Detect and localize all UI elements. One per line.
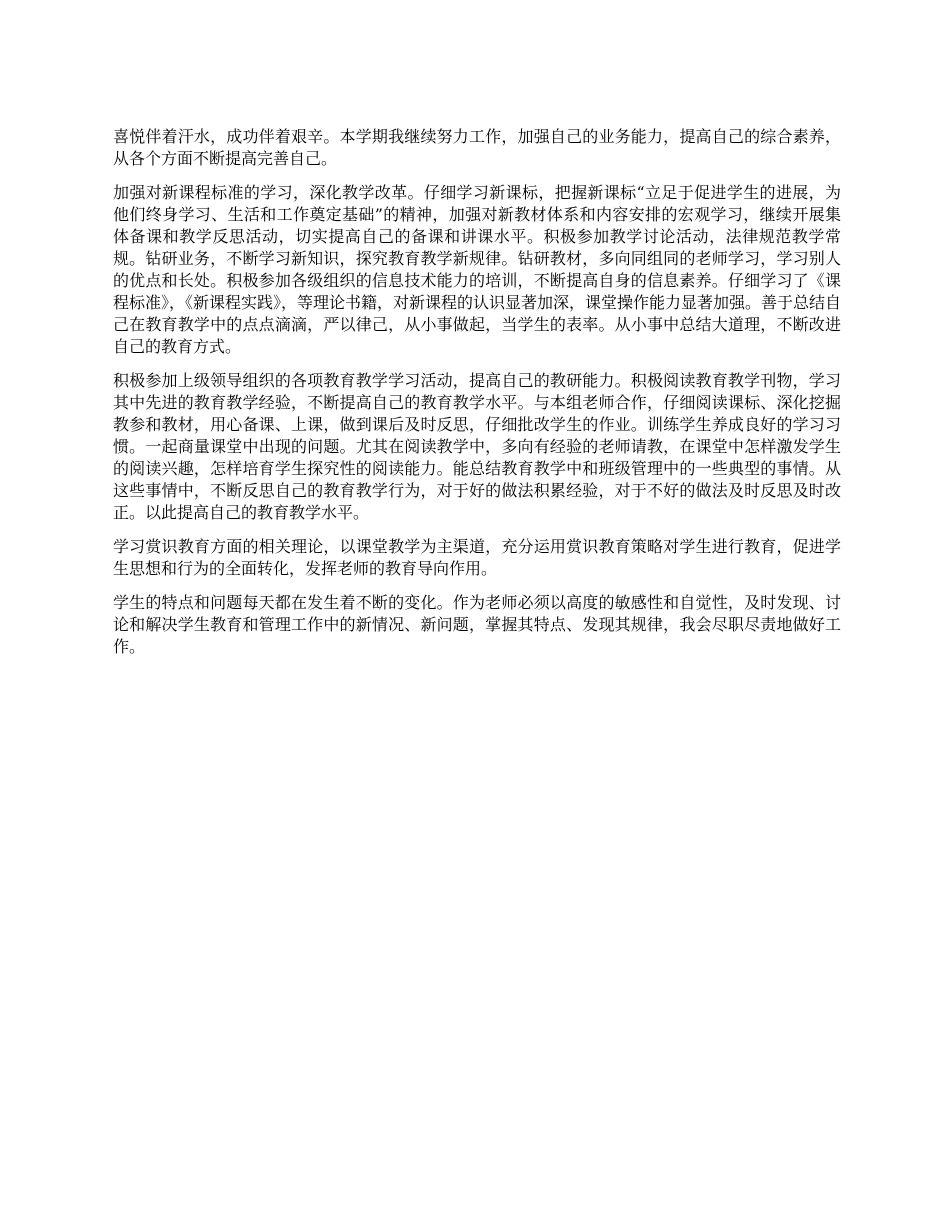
paragraph-3: 积极参加上级领导组织的各项教育教学学习活动，提高自己的教研能力。积极阅读教育教学刊物，学习其中先进的教育教学经验，不断提高自己的教育教学水平。与本组老师合作，仔细阅读课标、深化挖掘教参和教材，用心备课、上课，做到课后及时反思，仔细批改学生的作业。训练学生养成良好的学习习惯。一起商量课堂中出现的问题。尤其在阅读教学中，多向有经验的老师请教，在课堂中怎样激发学生的阅读兴趣，怎样培育学生探究性的阅读能力。能总结教育教学中和班级管理中的一些典型的事情。从这些事情中，不断反思自己的教育教学行为，对于好的做法积累经验，对于不好的做法及时反思及时改正。以此提高自己的教育教学水平。 bbox=[113, 371, 841, 522]
document-body bbox=[113, 126, 841, 670]
paragraph-4: 学习赏识教育方面的相关理论，以课堂教学为主渠道，充分运用赏识教育策略对学生进行教育，促进学生思想和行为的全面转化，发挥老师的教育导向作用。 bbox=[113, 537, 841, 578]
paragraph-5: 学生的特点和问题每天都在发生着不断的变化。作为老师必须以高度的敏感性和自觉性，及时发现、讨论和解决学生教育和管理工作中的新情况、新问题，掌握其特点、发现其规律，我会尽职尽责地做好工作。 bbox=[113, 593, 841, 656]
paragraph-2: 加强对新课程标准的学习，深化教学改革。仔细学习新课标，把握新课标“立足于促进学生的进展，为他们终身学习、生活和工作奠定基础”的精神，加强对新教材体系和内容安排的宏观学习，继续开展集体备课和教学反思活动，切实提高自己的备课和讲课水平。积极参加教学讨论活动，法律规范教学常规。钻研业务，不断学习新知识，探究教育教学新规律。钻研教材，多向同组同的老师学习，学习别人的优点和长处。积极参加各级组织的信息技术能力的培训，不断提高自身的信息素养。仔细学习了《课程标准》，《新课程实践》，等理论书籍，对新课程的认识显著加深，课堂操作能力显著加强。善于总结自己在教育教学中的点点滴滴，严以律己，从小事做起，当学生的表率。从小事中总结大道理，不断改进自己的教育方式。 bbox=[113, 183, 842, 356]
paragraph-1: 喜悦伴着汗水，成功伴着艰辛。本学期我继续努力工作，加强自己的业务能力，提高自己的综合素养，从各个方面不断提高完善自己。 bbox=[113, 127, 841, 168]
